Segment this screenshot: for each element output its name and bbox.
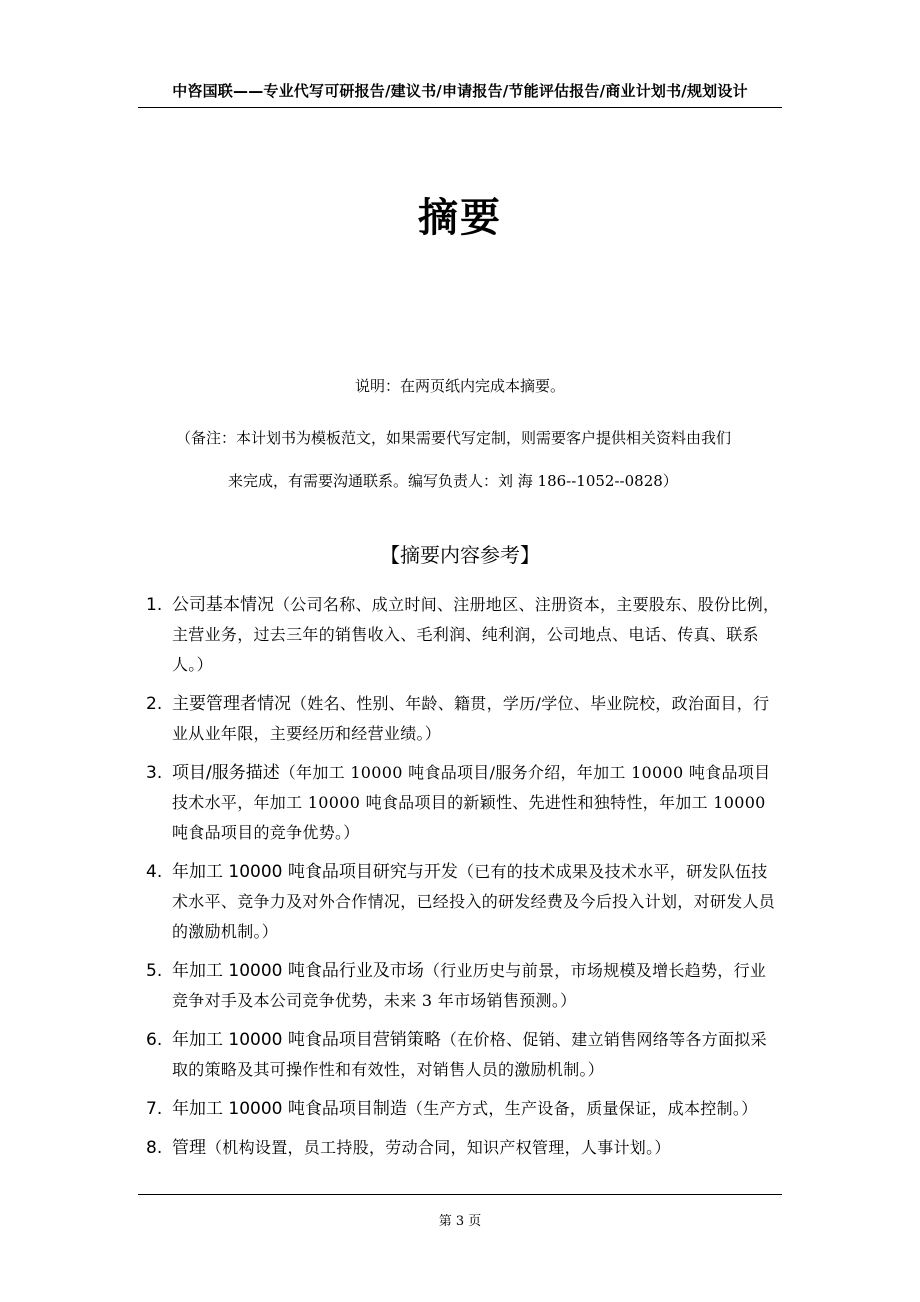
item-heading: 公司基本情况 bbox=[172, 595, 274, 615]
item-description: （行业历史与前景，市场规模及增长趋势，行业竞争对手及本公司竞争优势，未来 3 年市场销售预测。） bbox=[172, 961, 767, 1010]
item-number: 3. bbox=[146, 763, 163, 783]
item-number: 4. bbox=[146, 862, 163, 882]
item-description: （年加工 10000 吨食品项目/服务介绍，年加工 10000 吨食品项目技术水平，年加工 10000 吨食品项目的新颖性、先进性和独特性，年加工 10000 吨食品项目的竞争优势。） bbox=[172, 763, 771, 842]
list-item bbox=[146, 689, 782, 749]
list-item bbox=[146, 1025, 782, 1085]
reference-section-title: 【摘要内容参考】 bbox=[380, 543, 540, 567]
header-divider bbox=[138, 107, 782, 108]
item-number: 6. bbox=[146, 1030, 163, 1050]
item-description: （姓名、性别、年龄、籍贯，学历/学位、毕业院校，政治面目，行业从业年限，主要经历和经营业绩。） bbox=[172, 694, 770, 743]
list-item bbox=[146, 857, 782, 947]
item-heading: 管理 bbox=[172, 1138, 206, 1158]
item-description: （在价格、促销、建立销售网络等各方面拟采取的策略及其可操作性和有效性，对销售人员的激励机制。） bbox=[172, 1030, 767, 1079]
summary-reference-list bbox=[146, 590, 782, 1172]
list-item bbox=[146, 590, 782, 680]
list-item bbox=[146, 758, 782, 848]
item-heading: 主要管理者情况 bbox=[172, 694, 291, 714]
item-number: 8. bbox=[146, 1138, 163, 1158]
instruction-note: 说明：在两页纸内完成本摘要。 bbox=[354, 377, 565, 395]
item-heading: 项目/服务描述 bbox=[172, 763, 280, 783]
item-description: （已有的技术成果及技术水平，研发队伍技术水平、竞争力及对外合作情况，已经投入的研发经费及今后投入计划，对研发人员的激励机制。） bbox=[172, 862, 776, 941]
item-number: 5. bbox=[146, 961, 163, 981]
item-description: （公司名称、成立时间、注册地区、注册资本，主要股东、股份比例，主营业务，过去三年的销售收入、毛利润、纯利润，公司地点、电话、传真、联系人。） bbox=[172, 595, 780, 674]
page-number: 第 3 页 bbox=[438, 1214, 482, 1229]
item-description: （生产方式，生产设备，质量保证，成本控制。） bbox=[406, 1099, 758, 1118]
item-heading: 年加工 10000 吨食品项目研究与开发 bbox=[172, 862, 458, 882]
item-description: （机构设置，员工持股，劳动合同，知识产权管理，人事计划。） bbox=[206, 1138, 671, 1157]
item-number: 1. bbox=[146, 595, 163, 615]
item-heading: 年加工 10000 吨食品行业及市场 bbox=[172, 961, 424, 981]
remark-line-2: 来完成，有需要沟通联系。编写负责人：刘 海 186--1052--0828） bbox=[228, 472, 678, 490]
page-header: 中咨国联——专业代写可研报告/建议书/申请报告/节能评估报告/商业计划书/规划设计 bbox=[172, 82, 748, 100]
page-title: 摘要 bbox=[418, 194, 502, 241]
item-number: 7. bbox=[146, 1099, 163, 1119]
remark-line-1: （备注：本计划书为模板范文，如果需要代写定制，则需要客户提供相关资料由我们 bbox=[176, 429, 732, 447]
item-heading: 年加工 10000 吨食品项目制造 bbox=[172, 1099, 407, 1119]
list-item bbox=[146, 956, 782, 1016]
footer-divider bbox=[138, 1194, 782, 1195]
list-item bbox=[146, 1133, 782, 1163]
item-heading: 年加工 10000 吨食品项目营销策略 bbox=[172, 1030, 441, 1050]
list-item bbox=[146, 1094, 782, 1124]
item-number: 2. bbox=[146, 694, 163, 714]
